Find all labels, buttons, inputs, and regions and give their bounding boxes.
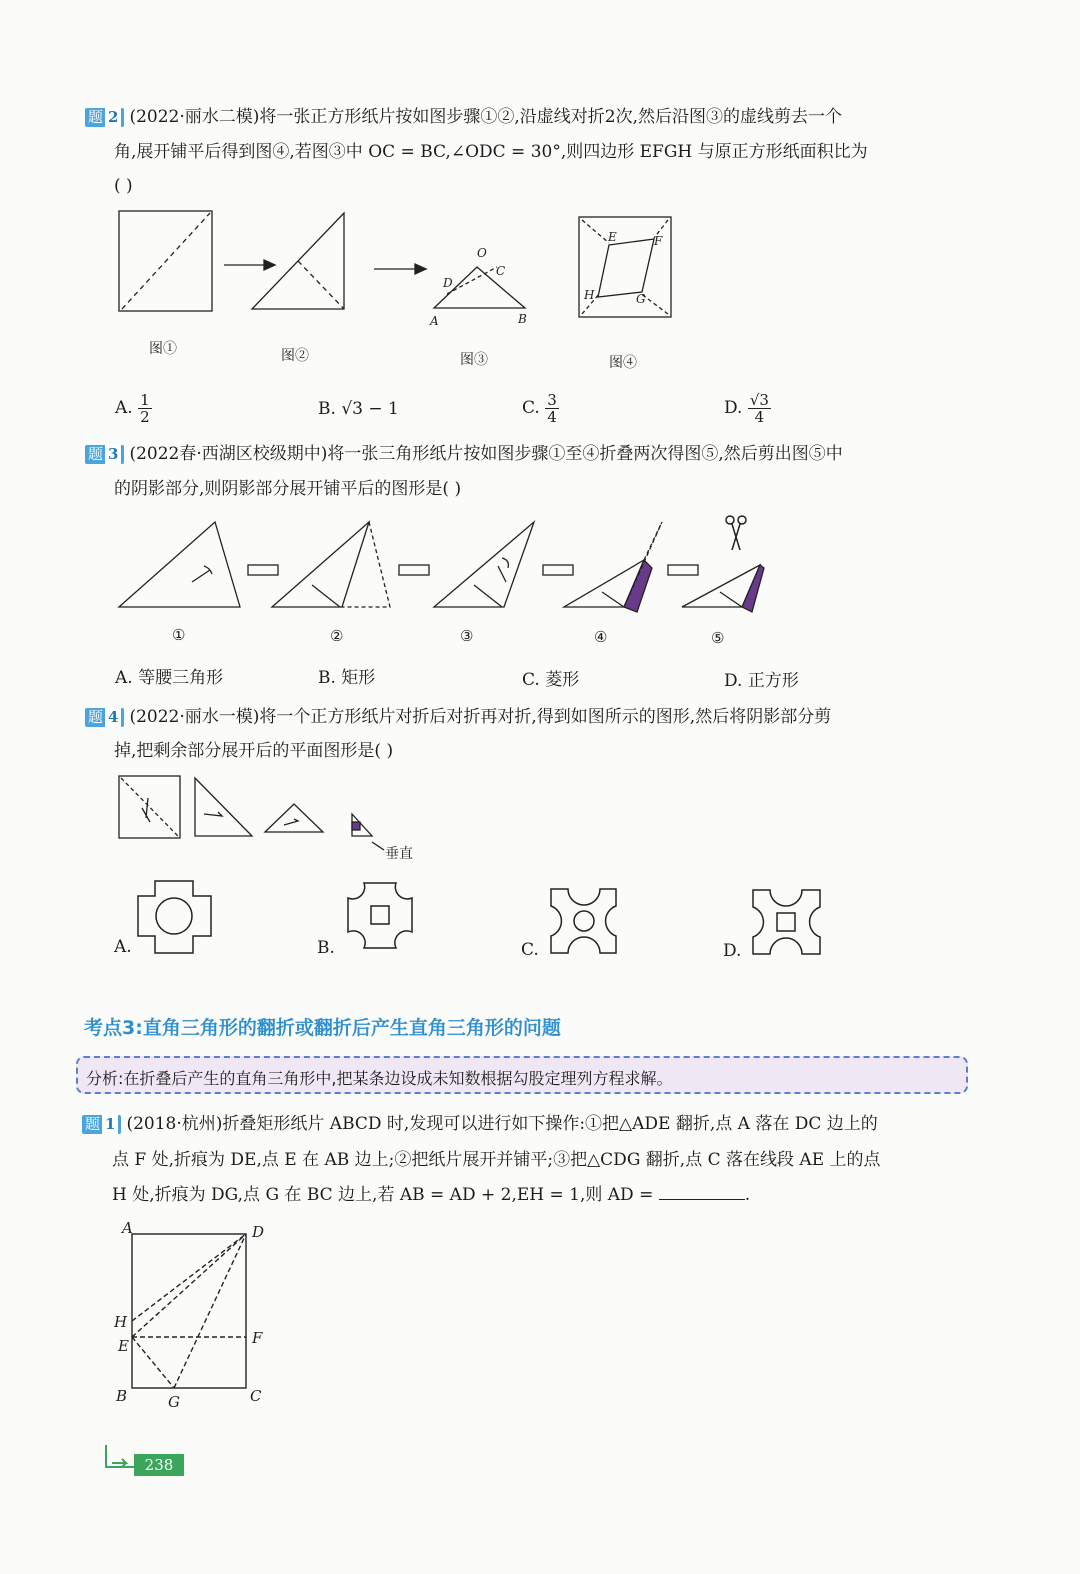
q3-option-c[interactable]: C. 菱形 (522, 670, 580, 690)
q3-step-4-label: ④ (594, 628, 608, 646)
q3-arrow-1-icon (248, 565, 278, 575)
q4-option-c[interactable]: C. (521, 940, 539, 960)
q2-fig3-label-a: A (430, 314, 439, 328)
q2-fig3-label-d: D (443, 276, 453, 290)
q2-fig3-label-c: C (496, 264, 506, 278)
q2-fig1-diagonal (122, 213, 210, 309)
q1-label-f: F (252, 1329, 263, 1347)
q1-label-e: E (118, 1337, 129, 1355)
q3-step-1-label: ① (172, 626, 186, 644)
q3-arrow-2-icon (399, 565, 429, 575)
q2-fig4-label-f: F (654, 234, 663, 248)
q4-fold3-arrow-icon (284, 819, 298, 825)
q4-fold-triangle-2 (265, 804, 323, 832)
q3-badge: 题 3 (85, 445, 124, 464)
q1-label-g: G (168, 1393, 180, 1411)
q2-line-2: 角,展开铺平后得到图④,若图③中 OC = BC,∠ODC = 30°,则四边形 EFGH 与原正方形纸面积比为 (114, 142, 868, 162)
q2-fig2-fold (298, 261, 344, 309)
q4-line-1: 题 4 (2022·丽水一模)将一个正方形纸片对折后对折再对折,得到如图所示的图形,然后将阴影部分剪 (85, 707, 831, 727)
q3-option-b[interactable]: B. 矩形 (318, 668, 376, 688)
scissors-icon (726, 516, 746, 550)
q2-caption-4: 图④ (609, 355, 637, 371)
q2-line-1: 题 2 (2022·丽水二模)将一张正方形纸片按如图步骤①②,沿虚线对折2次,然后沿图③的虚线剪去一个 (85, 107, 842, 127)
q1-line-1: 题 1 (2018·杭州)折叠矩形纸片 ABCD 时,发现可以进行如下操作:①把△ADE 翻折,点 A 落在 DC 边上的 (82, 1114, 878, 1134)
q3-step2-triangle (272, 522, 369, 607)
q2-caption-1: 图① (149, 341, 177, 357)
q4-perp-label: 垂直 (385, 846, 413, 862)
q4-option-d-figure (750, 887, 824, 957)
q3-step5-shaded (742, 565, 764, 612)
q2-fig4-quad-efgh (598, 239, 654, 297)
q4-perp-arrow-icon (372, 842, 384, 850)
analysis-text: 分析:在折叠后产生的直角三角形中,把某条边设成未知数根据勾股定理列方程求解。 (86, 1069, 673, 1088)
q4-fold2-arrow-icon (204, 812, 222, 816)
answer-blank[interactable] (659, 1199, 745, 1200)
q2-line-3: ( ) (114, 176, 133, 196)
q2-caption-2: 图② (281, 348, 309, 364)
q2-option-c[interactable]: C. $\frac{3}{4}$ (522, 391, 557, 426)
q3-step4-shaded (624, 560, 652, 612)
q1-label-a: A (122, 1219, 133, 1237)
q2-option-d[interactable]: D. $\frac{√3}{4}$ (724, 391, 769, 426)
q3-step1-triangle (119, 522, 240, 607)
q3-arrow-4-icon (668, 565, 698, 575)
q3-step-2-label: ② (330, 627, 344, 645)
q3-step-5-label: ⑤ (711, 629, 725, 647)
q3-line-2: 的阴影部分,则阴影部分展开铺平后的图形是( ) (114, 479, 462, 499)
q4-fold1-arrow-icon (142, 798, 150, 822)
q3-step3-triangle (434, 522, 534, 607)
q2-caption-3: 图③ (460, 352, 488, 368)
q3-step3-fold-arrow-icon (498, 558, 508, 582)
q3-option-a[interactable]: A. 等腰三角形 (115, 668, 224, 688)
q4-option-c-figure (548, 886, 620, 956)
q3-option-d[interactable]: D. 正方形 (724, 671, 799, 691)
q2-option-a[interactable]: A. $\frac{1}{2}$ (115, 391, 150, 426)
q2-arrow-1-head (264, 260, 275, 270)
q1-figure (110, 1215, 280, 1415)
q1-label-h: H (114, 1313, 128, 1331)
q4-figures (112, 770, 432, 865)
section-title: 考点3:直角三角形的翻折或翻折后产生直角三角形的问题 (84, 1017, 561, 1039)
q1-line-2: 点 F 处,折痕为 DE,点 E 在 AB 边上;②把纸片展开并铺平;③把△CDG 翻折,点 C 落在线段 AE 上的点 (112, 1150, 881, 1170)
q4-option-d[interactable]: D. (723, 941, 742, 961)
q4-option-b-figure (344, 880, 416, 952)
q2-option-b[interactable]: B. √3 − 1 (318, 399, 399, 419)
q2-fig3-label-b: B (518, 312, 527, 326)
page-number: 238 (134, 1454, 184, 1476)
q1-line-3: H 处,折痕为 DG,点 G 在 BC 边上,若 AB = AD + 2,EH = 1,则 AD = . (112, 1185, 751, 1205)
q2-badge: 题 2 (85, 108, 124, 127)
q1-rectangle-abcd (132, 1234, 246, 1388)
q1-label-d: D (252, 1223, 265, 1241)
q4-option-a[interactable]: A. (114, 937, 132, 957)
q4-line-2: 掉,把剩余部分展开后的平面图形是( ) (114, 741, 394, 761)
q3-arrow-3-icon (543, 565, 573, 575)
q4-badge: 题 4 (85, 708, 124, 727)
q2-fig4-label-h: H (584, 288, 595, 302)
q1-label-c: C (250, 1387, 262, 1405)
q1-label-b: B (116, 1387, 128, 1405)
q4-option-a-figure (135, 878, 215, 958)
q3-figures (112, 510, 782, 615)
q3-line-1: 题 3 (2022春·西湖区校级期中)将一张三角形纸片按如图步骤①至④折叠两次得图⑤,然后剪出图⑤中 (85, 444, 843, 464)
q3-step1-fold-arrow-icon (192, 566, 212, 582)
q4-fold-triangle-1 (195, 778, 252, 836)
analysis-box (76, 1056, 968, 1094)
q2-arrow-2-head (415, 264, 426, 274)
q1-badge: 题 1 (82, 1115, 121, 1134)
q4-option-b[interactable]: B. (317, 938, 335, 958)
q4-shaded-cut (352, 822, 360, 830)
q2-figures (112, 205, 682, 380)
q3-step-3-label: ③ (460, 627, 474, 645)
q2-fig4-label-e: E (608, 230, 617, 244)
q2-fig3-label-o: O (477, 246, 487, 260)
q2-fig4-label-g: G (636, 292, 646, 306)
